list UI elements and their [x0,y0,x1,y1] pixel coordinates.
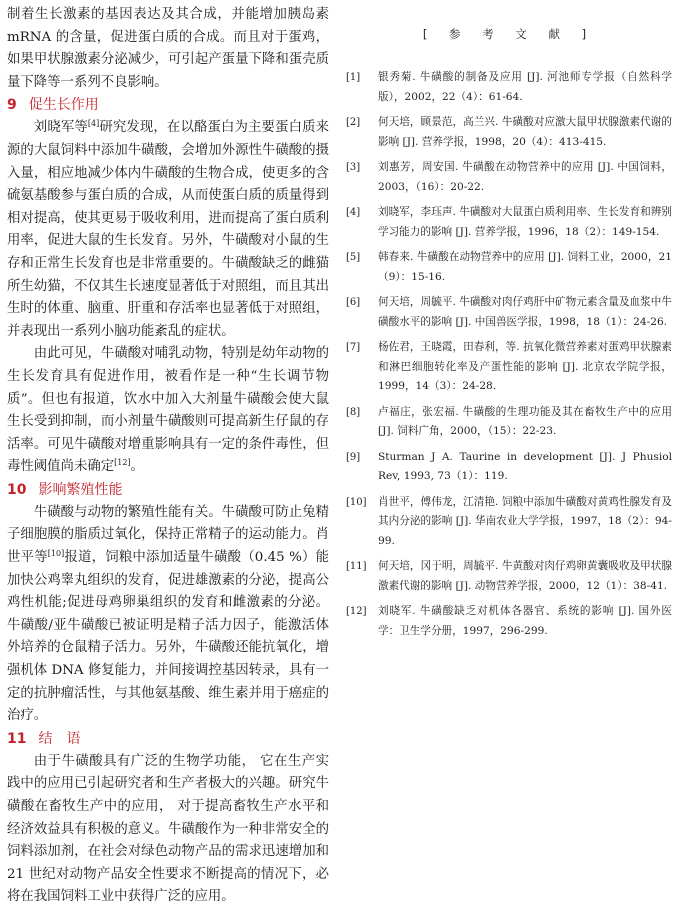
reference-number: [6] [346,297,361,308]
reference-item [346,448,672,487]
reference-text: 刘晓军. 牛磺酸缺乏对机体各器官、系统的影响 [J]. 国外医学：卫生学分册，1997，296-299. [378,605,672,637]
reference-item [346,602,672,641]
reference-text: 韩春来. 牛磺酸在动物营养中的应用 [J]. 饲料工业，2000，21（9）：15-16. [378,251,672,283]
reference-number: [7] [346,342,361,353]
reference-item [346,557,672,596]
section-10-paragraph [7,502,329,728]
reference-text: 何天培，冈于明，周毓平. 牛黄酸对肉仔鸡卵黄囊吸收及甲状腺激素代谢的影响 [J]. 动物营养学报，2000，12（1）：38-41. [378,560,672,592]
section-title: 促生长作用 [28,97,99,114]
reference-item [346,248,672,287]
reference-text: 何天培，顾景范，高兰兴. 牛磺酸对应激大鼠甲状腺激素代谢的影响 [J]. 营养学报，1998，20（4）：413-415. [378,116,672,148]
reference-number: [10] [346,496,367,508]
section-title: 影响繁殖性能 [38,481,123,498]
reference-number: [8] [346,406,361,418]
text-run: 牛磺酸与动物的繁殖性能有关。牛磺酸可防止兔精子细胞膜的脂质过氧化，保持正常精子的运动能力。肖世平等 [7,504,329,566]
section-11-heading [7,728,329,751]
reference-text: 银秀菊. 牛磺酸的制备及应用 [J]. 河池师专学报（自然科学版），2002，22（4）：61-64. [378,71,672,103]
section-9-heading [7,94,329,117]
reference-text: 刘惠芳，周安国. 牛磺酸在动物营养中的应用 [J]. 中国饲料，2003，（16）：20-22. [378,161,672,193]
section-9-paragraph-2 [7,343,329,479]
text-run: 。 [130,459,144,475]
reference-item [346,293,672,332]
citation-ref[interactable]: [12] [114,458,131,468]
section-10-heading [7,479,329,502]
section-9-paragraph-1 [7,117,329,343]
citation-ref[interactable]: [4] [87,119,100,129]
reference-text: 卢福庄，张宏福. 牛磺酸的生理功能及其在畜牧生产中的应用 [J]. 饲料广角，2000，（15）：22-23. [378,405,672,437]
reference-text: Sturman J A. Taurine in development [J]. J Phusiol Rev, 1993, 73（1）：119. [378,450,672,482]
text-run: 研究发现，在以酪蛋白为主要蛋白质来源的大鼠饲料中添加牛磺酸，会增加外源性牛磺酸的摄入量，相应地减少体内牛磺酸的生物合成，使更多的含硫氨基酸参与蛋白质的合成，从而使蛋白质的质量得到相对提高，使其更易于吸收利用，进而提高了蛋白质利用率，促进大鼠的生长发育。另外，牛磺酸对小鼠的生存和正常生长发育也是非常重要的。牛磺酸缺乏的雌猫所生幼猫，不仅其生长速度显著低于对照组，而且其出生时的体重、脑重、肝重和存活率也显著低于对照组，并表现出一系列小脑功能紊乱的症状。 [7,120,330,339]
text-run: 报道，饲粮中添加适量牛磺酸（0.45 %）能加快公鸡睾丸组织的发育，促进雄激素的分泌，提高公鸡性机能;促进母鸡卵巢组织的发育和雌激素的分泌。牛磺酸/亚牛磺酸已被证明是精子活力因子，能激活体外培养的仓鼠精子活力。另外，牛磺酸还能抗氧化，增强机体 DNA 修复能力，并间接调控基因转录，具有一定的抗肿瘤活性，与其他氨基酸、维生素并用于癌症的治疗。 [7,550,329,724]
references-title: [ 参 考 文 献 ] [422,27,596,41]
reference-item [346,113,672,152]
reference-number: [1] [346,72,361,83]
reference-item [346,68,672,107]
reference-item [346,403,672,442]
reference-number: [12] [346,606,367,617]
main-text-column [7,4,329,909]
reference-item [346,203,672,242]
reference-text: 何天培，周毓平. 牛磺酸对肉仔鸡肝中矿物元素含量及血浆中牛磺酸水平的影响 [J]. 中国兽医学报，1998，18（1）：24-26. [378,296,672,328]
section-number: 10 [7,481,27,498]
reference-item [346,493,672,552]
intro-paragraph: 制着生长激素的基因表达及其合成，并能增加胰岛素 mRNA 的含量，促进蛋白质的合成。而且对于蛋鸡，如果甲状腺激素分泌减少，可引起产蛋量下降和蛋壳质量下降等一系列不良影响。 [7,7,329,90]
reference-number: [11] [346,561,367,572]
section-title: 结 语 [38,730,81,747]
reference-number: [3] [346,162,361,173]
reference-text: 肖世平，傅伟龙，江清艳. 饲粮中添加牛磺酸对黄鸡性腺发育及其内分泌的影响 [J]. 华南农业大学学报，1997，18（2）：94-99. [378,495,672,547]
reference-number: [9] [346,451,361,463]
text-run: 由此可见，牛磺酸对哺乳动物，特别是幼年动物的生长发育具有促进作用，被看作是一种“生长调节物质”。但也有报道，饮水中加入大剂量牛磺酸会使大鼠生长受到抑制，而小剂量牛磺酸则可提高新生仔鼠的存活率。可见牛磺酸对增重影响具有一定的条件毒性，但毒性阈值尚未确定 [7,346,329,475]
reference-text: 杨佐君，王晓霞，田春利，等. 抗氧化微营养素对蛋鸡甲状腺素和淋巴细胞转化率及产蛋性能的影响 [J]. 北京农学院学报，1999，14（3）：24-28. [378,341,672,392]
citation-ref[interactable]: [10] [47,549,65,559]
text-run: 刘晓军等 [33,120,88,136]
reference-item [346,158,672,197]
reference-number: [2] [346,117,361,128]
section-number: 9 [7,97,17,114]
reference-item [346,338,672,397]
section-number: 11 [7,730,27,747]
reference-number: [4] [346,207,361,218]
references-column [346,26,672,647]
reference-number: [5] [346,252,361,263]
section-11-paragraph: 由于牛磺酸具有广泛的生物学功能， 它在生产实践中的应用已引起研究者和生产者极大的兴趣。研究牛磺酸在畜牧生产中的应用， 对于提高畜牧生产水平和经济效益具有积极的意义。牛磺酸作为一种非常安全的饲料添加剂，在社会对绿色动物产品的需求迅速增加和 21 世纪对动物产品安全性要求不断提高的情况下，必将在我国饲料工业中获得广泛的应用。 [7,753,329,905]
reference-text: 刘晓军，李珏声. 牛磺酸对大鼠蛋白质利用率、生长发育和辨别学习能力的影响 [J]. 营养学报，1996，18（2）：149-154. [378,206,672,238]
